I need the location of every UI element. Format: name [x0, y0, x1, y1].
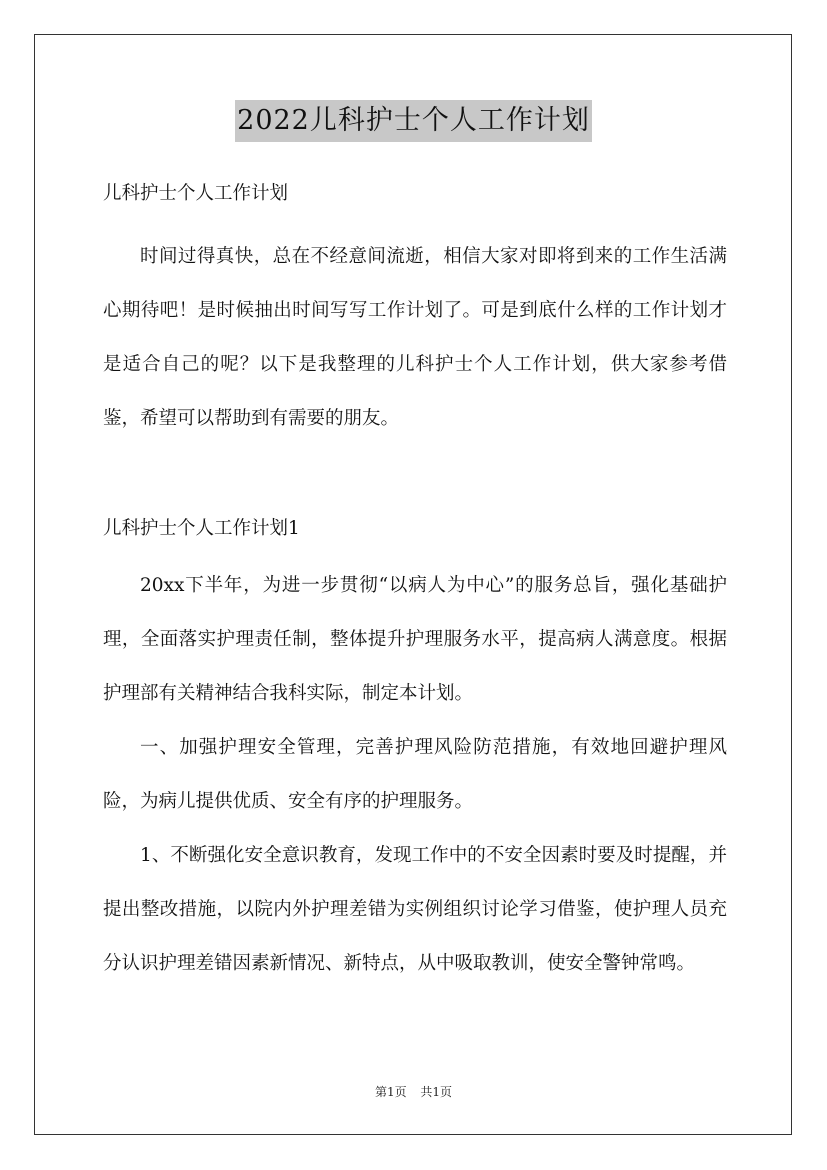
document-title: 2022儿科护士个人工作计划 — [235, 100, 592, 142]
section-heading-intro: 儿科护士个人工作计划 — [103, 183, 289, 204]
plan-paragraph-2: 一、加强护理安全管理，完善护理风险防范措施，有效地回避护理风险，为病儿提供优质、安全有序的护理服务。 — [103, 737, 727, 812]
page-footer — [0, 1083, 827, 1101]
page-number: 第1页 — [374, 1085, 407, 1099]
section-heading-plan-1: 儿科护士个人工作计划1 — [103, 518, 300, 539]
document-body — [103, 176, 727, 991]
intro-paragraph: 时间过得真快，总在不经意间流逝，相信大家对即将到来的工作生活满心期待吧！是时候抽出时间写写工作计划了。可是到底什么样的工作计划才是适合自己的呢？以下是我整理的儿科护士个人工作计划，供大家参考借鉴，希望可以帮助到有需要的朋友。 — [103, 246, 727, 429]
plan-paragraph-1: 20xx下半年，为进一步贯彻“以病人为中心”的服务总旨，强化基础护理，全面落实护理责任制，整体提升护理服务水平，提高病人满意度。根据护理部有关精神结合我科实际，制定本计划。 — [103, 575, 727, 704]
title-area — [0, 100, 827, 142]
total-pages: 共1页 — [420, 1085, 453, 1099]
plan-paragraph-3: 1、不断强化安全意识教育，发现工作中的不安全因素时要及时提醒，并提出整改措施，以院内外护理差错为实例组织讨论学习借鉴，使护理人员充分认识护理差错因素新情况、新特点，从中吸取教训，使安全警钟常鸣。 — [103, 845, 727, 974]
